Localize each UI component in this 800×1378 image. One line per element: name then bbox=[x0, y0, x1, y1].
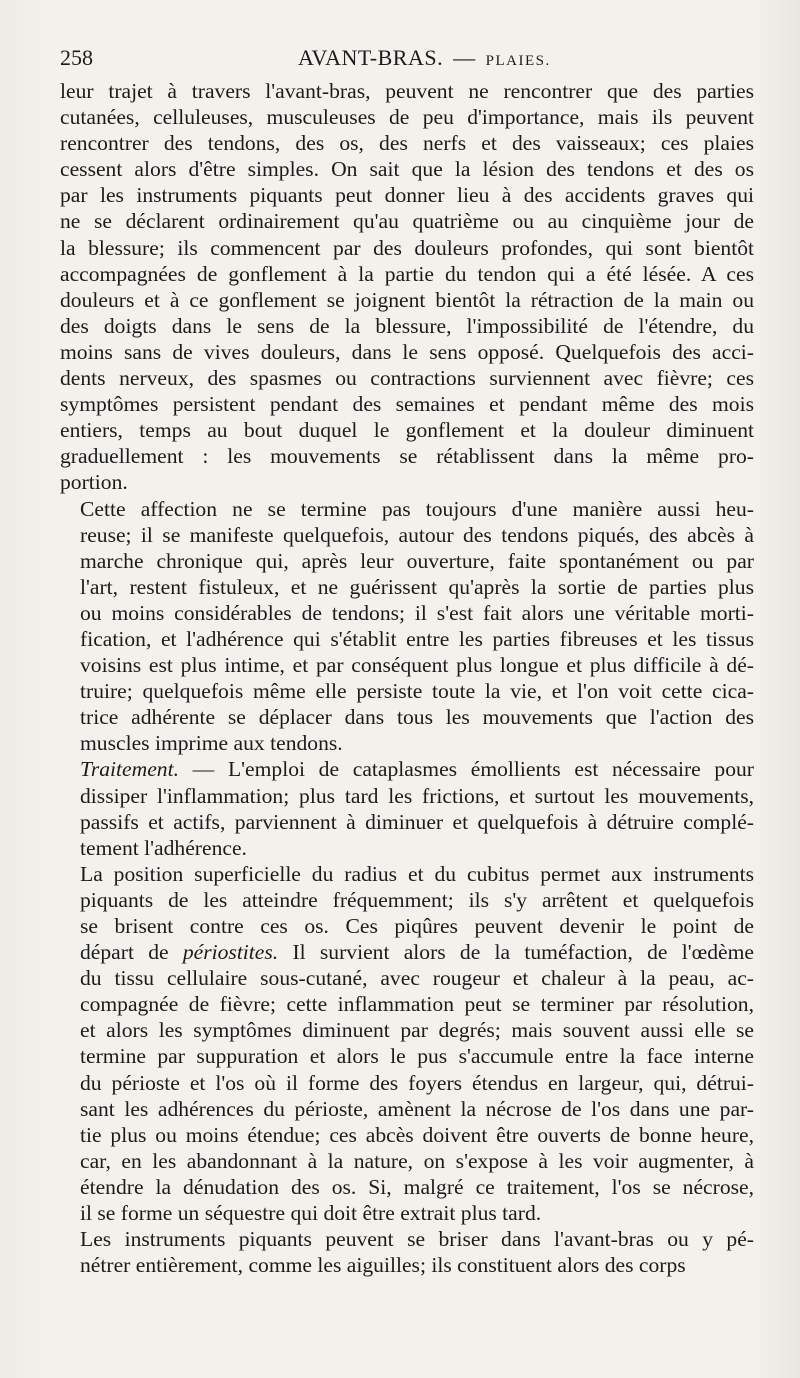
text-fragment: ne se déclarent ordinairement qu'au quatrième ou au cinquième jour de bbox=[60, 209, 754, 234]
text-line bbox=[60, 678, 754, 704]
running-title-separator: — bbox=[453, 45, 476, 70]
text-line bbox=[60, 809, 754, 835]
text-line bbox=[60, 1148, 754, 1174]
text-fragment: Cette affection ne se termine pas toujours d'une manière aussi heu- bbox=[80, 496, 754, 521]
text-line bbox=[60, 548, 754, 574]
text-fragment: et alors les symptômes diminuent par degrés; mais souvent aussi elle se bbox=[80, 1018, 754, 1043]
text-line bbox=[60, 417, 754, 443]
text-line bbox=[60, 600, 754, 626]
text-fragment: graduellement : les mouvements se rétablissent dans la même pro- bbox=[60, 444, 754, 469]
text-line bbox=[60, 235, 754, 261]
text-fragment: du tissu cellulaire sous-cutané, avec rougeur et chaleur à la peau, ac- bbox=[80, 966, 754, 991]
text-line bbox=[60, 522, 754, 548]
text-line bbox=[60, 261, 754, 287]
text-fragment: piquants de les atteindre fréquemment; ils s'y arrêtent et quelquefois bbox=[80, 887, 754, 912]
text-fragment: portion. bbox=[60, 470, 128, 495]
text-line bbox=[60, 1122, 754, 1148]
text-line bbox=[60, 704, 754, 730]
text-fragment: marche chronique qui, après leur ouverture, faite spontanément ou par bbox=[80, 548, 754, 573]
text-fragment: fication, et l'adhérence qui s'établit entre les parties fibreuses et les tissus bbox=[80, 626, 754, 651]
text-fragment: muscles imprime aux tendons. bbox=[80, 731, 343, 756]
space bbox=[179, 757, 193, 781]
text-line bbox=[60, 130, 754, 156]
text-line bbox=[60, 443, 754, 469]
page-header bbox=[60, 38, 754, 78]
text-fragment: passifs et actifs, parviennent à diminuer et quelquefois à détruire complé- bbox=[80, 809, 754, 834]
text-line bbox=[60, 1252, 754, 1278]
text-line bbox=[60, 574, 754, 600]
text-fragment: Les instruments piquants peuvent se briser dans l'avant-bras ou y pé- bbox=[80, 1227, 754, 1252]
text-line bbox=[60, 208, 754, 234]
text-line bbox=[60, 287, 754, 313]
text-line bbox=[60, 1200, 754, 1226]
paragraph bbox=[60, 1226, 754, 1278]
text-fragment: tement l'adhérence. bbox=[80, 835, 247, 860]
text-line bbox=[60, 887, 754, 913]
text-fragment: symptômes persistent pendant des semaines et pendant même des mois bbox=[60, 392, 754, 417]
text-fragment: il se forme un séquestre qui doit être extrait plus tard. bbox=[80, 1201, 542, 1226]
text-fragment: dissiper l'inflammation; plus tard les frictions, et surtout les mouvements, bbox=[80, 783, 754, 808]
text-fragment: douleurs et à ce gonflement se joignent bientôt la rétraction de la main ou bbox=[60, 287, 754, 312]
section-lead: Traitement. bbox=[80, 757, 179, 782]
text-fragment: nétrer entièrement, comme les aiguilles; ils constituent alors des corps bbox=[80, 1253, 686, 1278]
text-fragment: leur trajet à travers l'avant-bras, peuvent ne rencontrer que des parties bbox=[60, 79, 754, 103]
page-number: 258 bbox=[60, 45, 93, 70]
text-fragment: truire; quelquefois même elle persiste toute la vie, et l'on voit cette cica- bbox=[80, 679, 754, 704]
running-title-main: AVANT-BRAS. bbox=[298, 45, 444, 70]
text-fragment: ou moins considérables de tendons; il s'est fait alors une véritable morti- bbox=[80, 600, 754, 625]
text-line bbox=[60, 104, 754, 130]
text-fragment: se brisent contre ces os. Ces piqûres peuvent devenir le point de bbox=[80, 914, 754, 938]
text-line bbox=[60, 78, 754, 104]
text-line bbox=[60, 730, 754, 756]
em-dash: — bbox=[192, 757, 228, 782]
text-fragment: voisins est plus intime, et par conséquent plus longue et plus difficile à dé- bbox=[80, 653, 754, 678]
text-line bbox=[60, 991, 754, 1017]
text-line bbox=[60, 1096, 754, 1122]
text-line bbox=[60, 365, 754, 391]
text-fragment: sant les adhérences du périoste, amènent la nécrose de l'os dans une par- bbox=[80, 1096, 754, 1121]
text-fragment: cutanées, celluleuses, musculeuses de peu d'importance, mais ils peuvent bbox=[60, 105, 754, 130]
text-fragment: l'art, restent fistuleux, et ne guérissent qu'après la sortie de parties plus bbox=[80, 574, 754, 599]
text-fragment: entiers, temps au bout duquel le gonflement et la douleur diminuent bbox=[60, 418, 754, 443]
running-title bbox=[298, 38, 551, 81]
text-line bbox=[60, 939, 754, 965]
text-line bbox=[60, 756, 754, 782]
text-line bbox=[60, 1226, 754, 1252]
text-line bbox=[60, 1043, 754, 1069]
paragraph bbox=[60, 78, 754, 496]
text-line bbox=[60, 182, 754, 208]
text-fragment: la blessure; ils commencent par des douleurs profondes, qui sont bientôt bbox=[60, 235, 754, 260]
running-title-subtitle: PLAIES. bbox=[485, 53, 551, 69]
text-line bbox=[60, 313, 754, 339]
text-line bbox=[60, 835, 754, 861]
text-fragment: tie plus ou moins étendue; ces abcès doivent être ouverts de bonne heure, bbox=[80, 1122, 754, 1147]
body-text bbox=[60, 78, 754, 1278]
text-fragment: par les instruments piquants peut donner lieu à des accidents graves qui bbox=[60, 183, 754, 208]
text-line bbox=[60, 156, 754, 182]
text-fragment: dents nerveux, des spasmes ou contractions surviennent avec fièvre; ces bbox=[60, 366, 754, 391]
text-fragment: moins sans de vives douleurs, dans le sens opposé. Quelquefois des acci- bbox=[60, 339, 754, 364]
text-line bbox=[60, 861, 754, 887]
text-fragment: cessent alors d'être simples. On sait que la lésion des tendons et des os bbox=[60, 157, 754, 182]
text-line bbox=[60, 913, 754, 939]
text-line bbox=[60, 1017, 754, 1043]
text-fragment: reuse; il se manifeste quelquefois, autour des tendons piqués, des abcès à bbox=[80, 522, 754, 547]
text-fragment: rencontrer des tendons, des os, des nerfs et des vaisseaux; ces plaies bbox=[60, 131, 754, 156]
text-line bbox=[60, 965, 754, 991]
text-line bbox=[60, 652, 754, 678]
text-fragment: termine par suppuration et alors le pus s'accumule entre la face interne bbox=[80, 1044, 754, 1069]
italic-term: périostites. bbox=[182, 940, 279, 965]
paragraph-traitement bbox=[60, 756, 754, 860]
text-line bbox=[60, 626, 754, 652]
text-fragment: départ de bbox=[80, 940, 183, 965]
text-line bbox=[60, 496, 754, 522]
text-line bbox=[60, 1174, 754, 1200]
text-fragment: des doigts dans le sens de la blessure, l'impossibilité de l'étendre, du bbox=[60, 313, 754, 338]
text-fragment: compagnée de fièvre; cette inflammation peut se terminer par résolution, bbox=[80, 992, 754, 1017]
text-fragment: du périoste et l'os où il forme des foyers étendus en largeur, qui, détrui- bbox=[80, 1070, 754, 1095]
text-fragment: accompagnées de gonflement à la partie du tendon qui a été lésée. A ces bbox=[60, 261, 754, 286]
text-fragment: trice adhérente se déplacer dans tous les mouvements que l'action des bbox=[80, 705, 754, 730]
text-fragment: car, en les abandonnant à la nature, on s'expose à les voir augmenter, à bbox=[80, 1148, 754, 1173]
text-line bbox=[60, 1070, 754, 1096]
text-line bbox=[60, 391, 754, 417]
paragraph bbox=[60, 861, 754, 1226]
text-fragment: L'emploi de cataplasmes émollients est nécessaire pour bbox=[227, 757, 754, 782]
paragraph bbox=[60, 496, 754, 757]
text-line bbox=[60, 469, 754, 495]
text-line bbox=[60, 339, 754, 365]
text-fragment: Il survient alors de la tuméfaction, de l'œdème bbox=[278, 940, 754, 965]
text-fragment: La position superficielle du radius et du cubitus permet aux instruments bbox=[80, 861, 754, 886]
text-fragment: étendre la dénudation des os. Si, malgré ce traitement, l'os se nécrose, bbox=[80, 1174, 754, 1199]
text-line bbox=[60, 783, 754, 809]
